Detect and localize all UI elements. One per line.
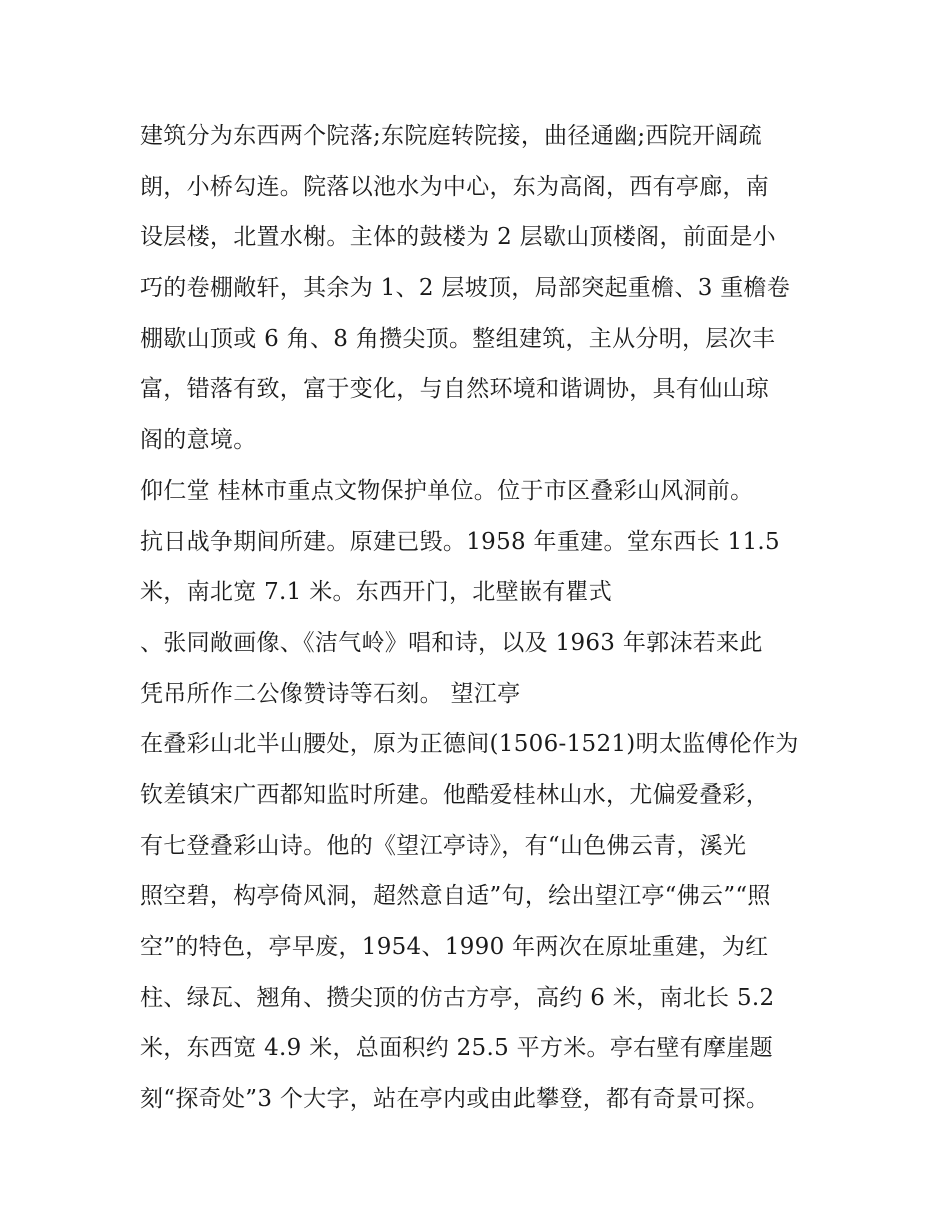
text-line: 、张同敞画像、《洁气岭》唱和诗，以及 1963 年郭沫若来此 [140,629,763,656]
text-line: 空”的特色，亭早废，1954、1990 年两次在原址重建，为红 [140,934,769,960]
text-line: 有七登叠彩山诗。他的《望江亭诗》，有“山色佛云青，溪光 [140,832,747,859]
text-line: 米，东西宽 4.9 米，总面积约 25.5 平方米。亭右壁有摩崖题 [140,1035,773,1062]
text-line: 照空碧，构亭倚风洞，超然意自适”句，绘出望江亭“佛云”“照 [140,883,771,910]
text-line: 钦差镇宋广西都知监时所建。他酷爱桂林山水，尤偏爱叠彩， [140,781,770,808]
text-line: 在叠彩山北半山腰处，原为正德间(1506-1521)明太监傅伦作为 [140,731,799,758]
text-line: 富，错落有致，富于变化，与自然环境和谐调协，具有仙山琼 [140,376,770,403]
text-line: 抗日战争期间所建。原建已毁。1958 年重建。堂东西长 11.5 [140,528,780,555]
text-line: 设层楼，北置水榭。主体的鼓楼为 2 层歇山顶楼阁，前面是小 [140,224,776,251]
text-line: 朗，小桥勾连。院落以池水为中心，东为高阁，西有亭廊，南 [140,173,770,200]
text-line: 米，南北宽 7.1 米。东西开门，北壁嵌有瞿式 [140,579,613,606]
text-line: 柱、绿瓦、翘角、攒尖顶的仿古方亭，高约 6 米，南北长 5.2 [140,984,775,1011]
text-line: 刻“探奇处”3 个大字，站在亭内或由此攀登，都有奇景可探。 [140,1086,770,1113]
body-text [140,111,830,1125]
text-line: 建筑分为东西两个院落;东院庭转院接，曲径通幽;西院开阔疏 [140,123,762,149]
text-line: 阁的意境。 [140,427,257,454]
text-line: 巧的卷棚敞轩，其余为 1、2 层坡顶，局部突起重檐、3 重檐卷 [140,275,791,302]
text-line: 仰仁堂 桂林市重点文物保护单位。位于市区叠彩山风洞前。 [140,477,754,504]
text-line: 棚歇山顶或 6 角、8 角攒尖顶。整组建筑，主从分明，层次丰 [140,325,776,352]
text-line: 凭吊所作二公像赞诗等石刻。 望江亭 [140,680,521,707]
